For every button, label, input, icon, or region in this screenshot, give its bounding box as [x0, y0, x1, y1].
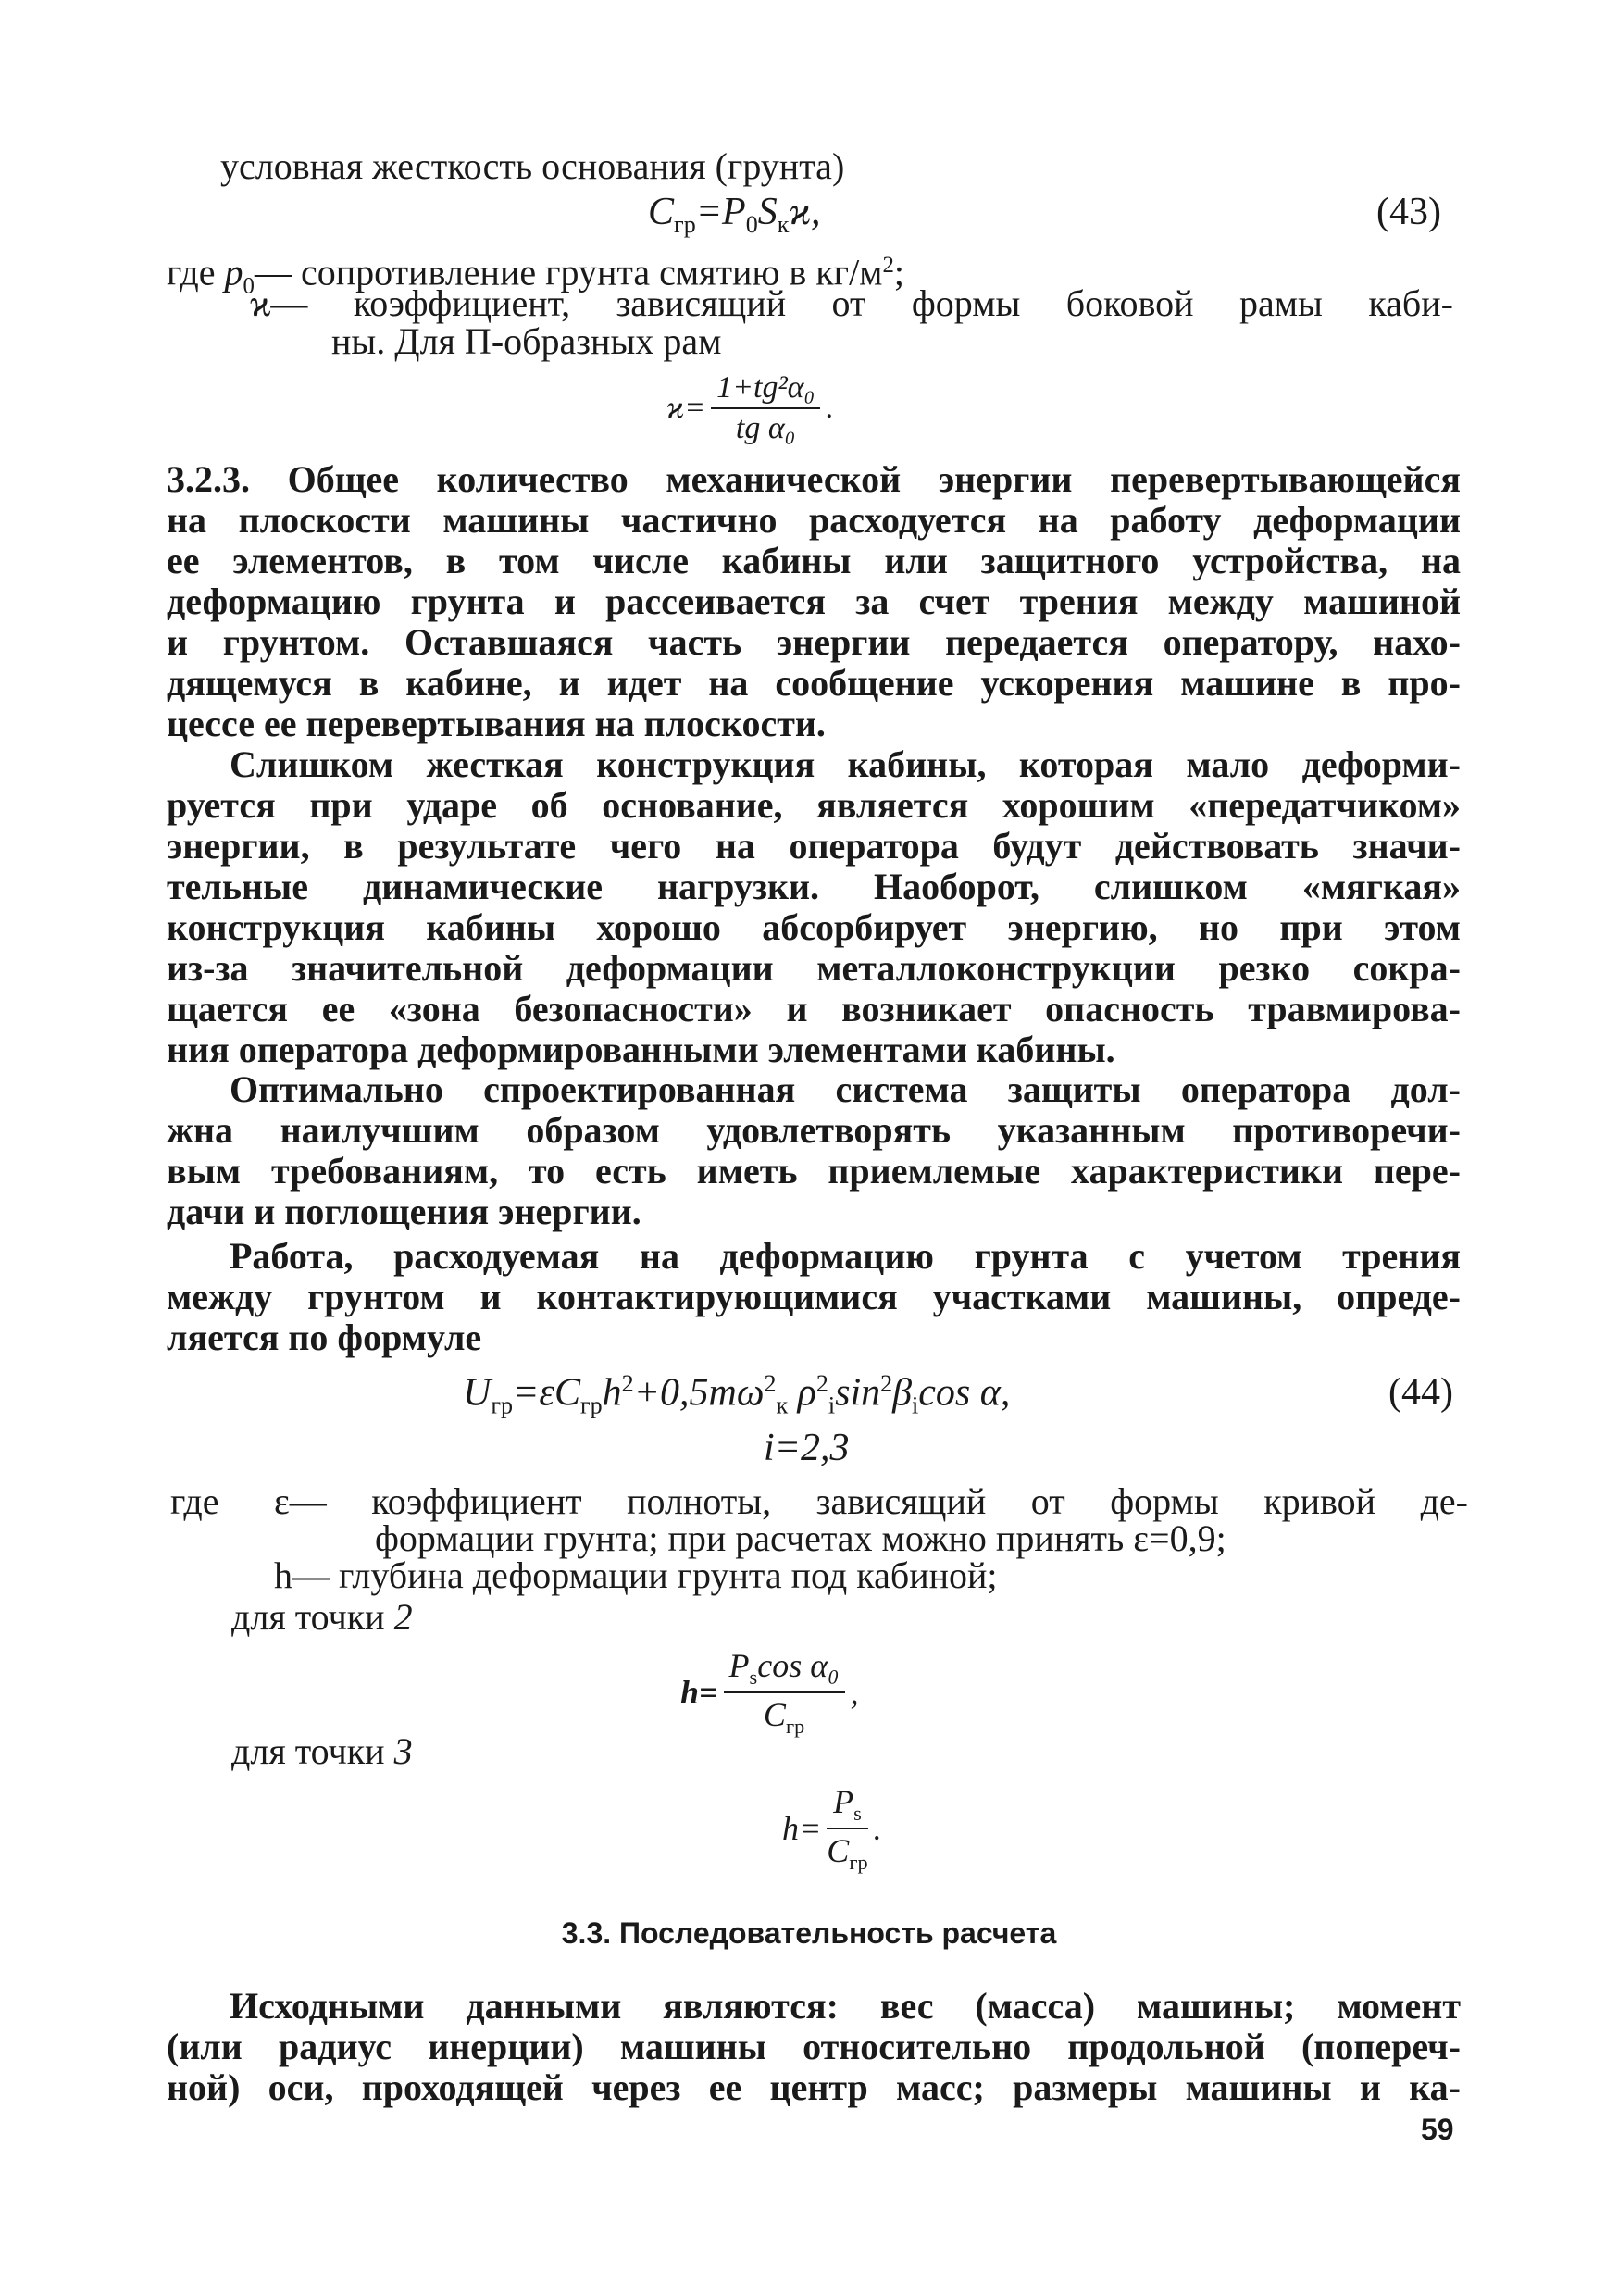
where-kappa-line2: ны. Для П-образных рам: [331, 320, 722, 362]
paragraph-soil-work: Работа, расходуемая на деформацию грунта с учетом трения между грунтом и контактирующимися участками машины, опреде- ляется по формуле: [167, 1235, 1461, 1358]
equation-43: $C_{гр}=P_0S_кϰ$,: [648, 191, 821, 239]
equation-44-number: (44): [1388, 1371, 1453, 1414]
paragraph-stiff-cabin: Слишком жесткая конструкция кабины, которая мало деформи- руется при ударе об основание, является хорошим «передатчиком» энергии, в результате чего на оператора будут действовать значи- тельные динамические нагрузки. Наоборот, слишком «мягкая» конструкция кабины хорошо абсорбирует энергию, но при этом из-за значительной деформации металлоконструкции резко сокра- щается ее «зона безопасности» и возникает опасность травмирова- ния оператора деформированными элементами кабины.: [167, 743, 1461, 1070]
where-p0: где $p_0—$ сопротивление грунта смятию в $кг/м^2$;: [167, 251, 905, 299]
kappa-formula: ϰ= $\frac{\text{1+tg²α₀}}{\text{tg α₀}}$ .: [666, 370, 834, 445]
point-3-label: для точки 3: [231, 1730, 413, 1772]
paragraph-optimal-system: Оптимально спроектированная система защиты оператора дол- жна наилучшим образом удовлетворять указанным противоречи- вым требованиям, то есть иметь приемлемые характеристики пере- дачи и поглощения энергии.: [167, 1068, 1461, 1232]
equation-44: $U_{гр}=\varepsilon C_{гр}h^2+0,5m\omega^2_к$ $\rho^2_i\sin^2\beta_i\cos$ α,: [463, 1370, 1011, 1419]
where-eps-line1: ε— коэффициент полноты, зависящий от формы кривой де-: [274, 1480, 1468, 1522]
equation-44-index: i=2,3: [764, 1427, 850, 1469]
where-eps-line2: формации грунта; при расчетах можно принять ε=0,9;: [375, 1517, 1226, 1559]
intro-line: условная жесткость основания (грунта): [220, 145, 845, 187]
equation-43-number: (43): [1376, 191, 1441, 233]
section-heading: 3.3. Последовательность расчета: [561, 1916, 1057, 1950]
paragraph-input-data: Исходными данными являются: вес (масса) машины; момент (или радиус инерции) машины относительно продольной (попереч- ной) оси, проходящей через ее центр масс; размеры машины и ка-: [167, 1985, 1461, 2108]
page-number: 59: [1421, 2113, 1454, 2146]
where-kappa-line1: ϰ— коэффициент, зависящий от формы боковой рамы каби-: [250, 282, 1453, 324]
h-formula-point-2: h= $\frac{P_s\cos \alpha_0}{C_{гр}}$ ,: [680, 1647, 859, 1738]
where-eps-lead: где: [170, 1480, 219, 1522]
where-h-line: h— глубина деформации грунта под кабиной;: [274, 1554, 998, 1596]
h-formula-point-3: h= $\frac{P_s}{C_{гр}}$ .: [782, 1783, 882, 1874]
point-2-label: для точки 2: [231, 1596, 413, 1638]
paragraph-3-2-3: 3.2.3. Общее количество механической энергии перевертывающейся на плоскости машины частично расходуется на работу деформации ее элементов, в том числе кабины или защитного устройства, на деформацию грунта и рассеивается за счет трения между машиной и грунтом. Оставшаяся часть энергии передается оператору, нахо- дящемуся в кабине, и идет на сообщение ускорения машине в про- цессе ее перевертывания на плоскости.: [167, 458, 1461, 744]
